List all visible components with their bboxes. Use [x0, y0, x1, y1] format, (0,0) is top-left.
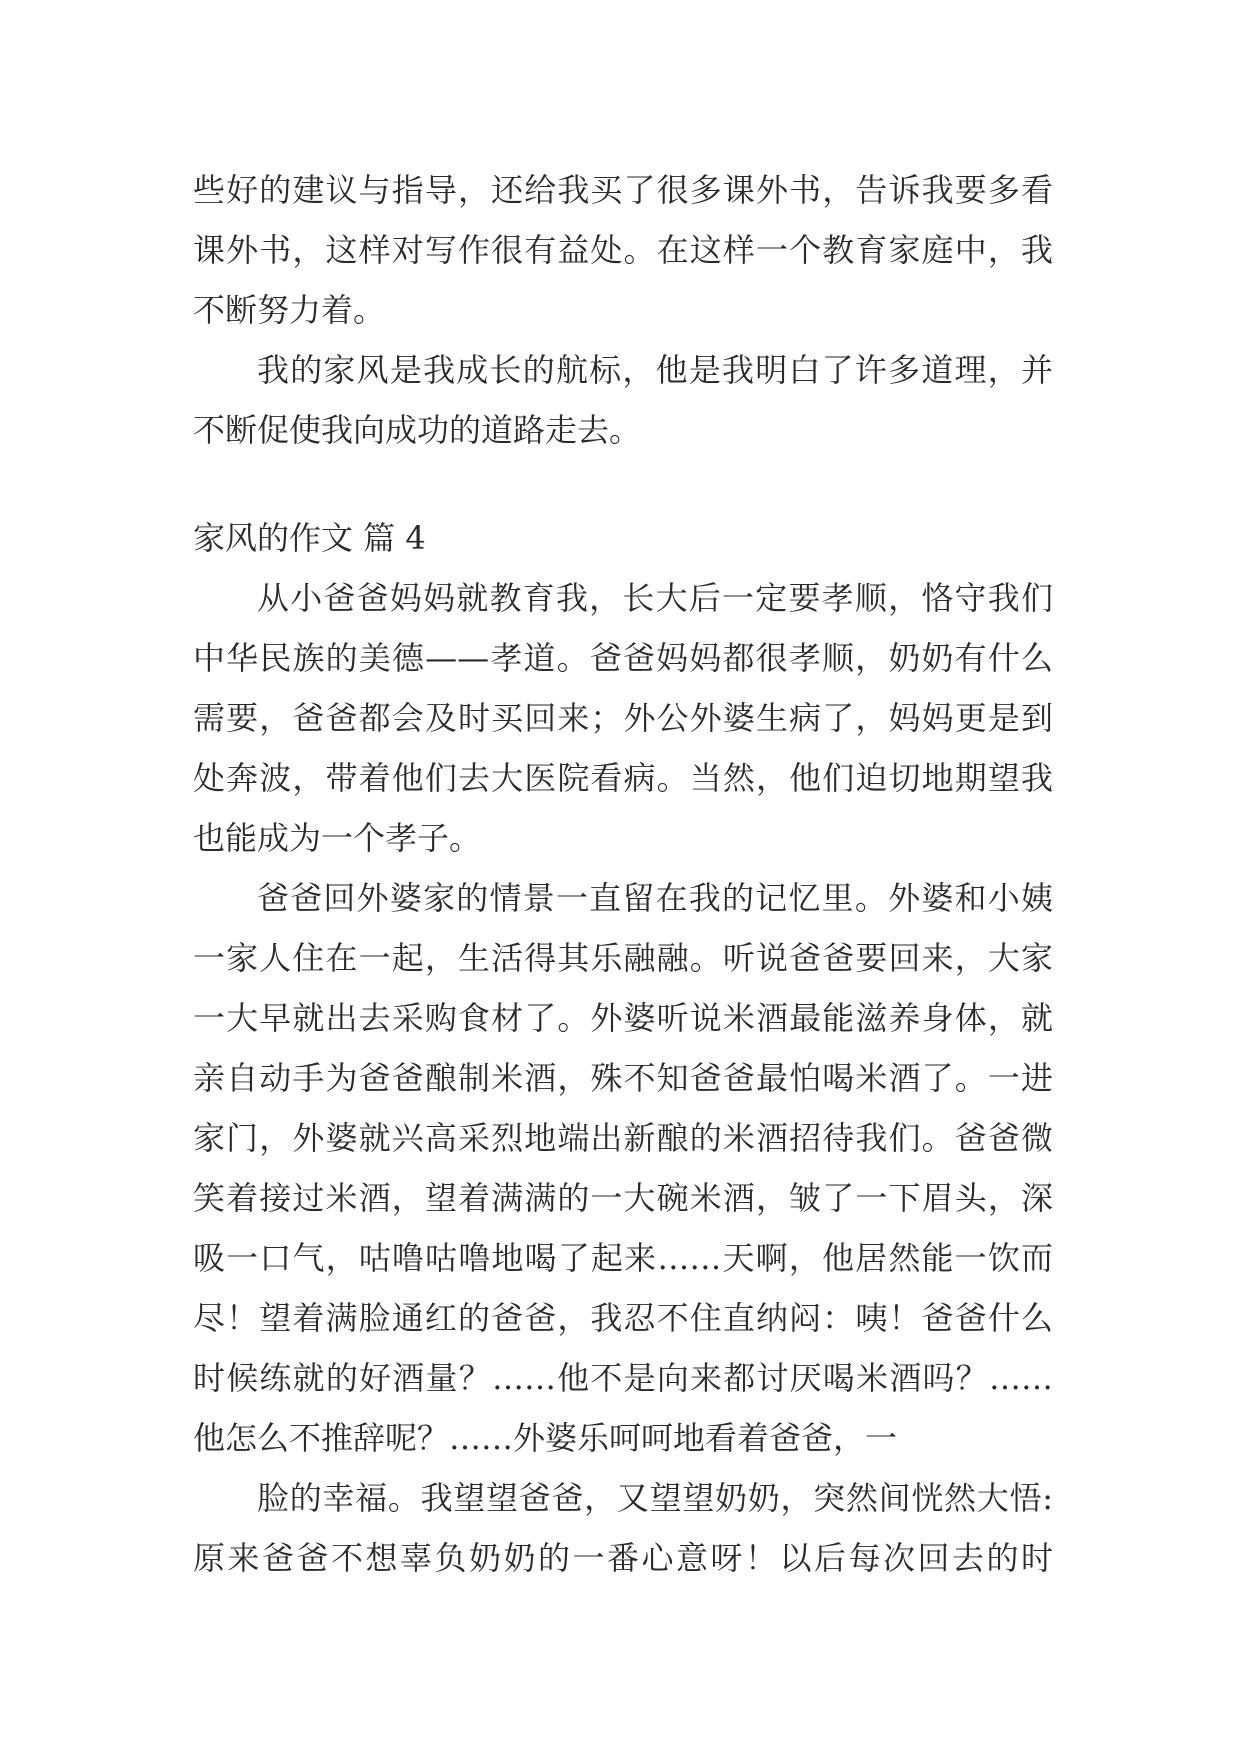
text-line: 一大早就出去采购食材了。外婆听说米酒最能滋养身体，就	[193, 999, 1053, 1037]
paragraph	[193, 1468, 1053, 1588]
section-spacer	[193, 460, 1053, 508]
text-line: 吸一口气，咕噜咕噜地喝了起来……天啊，他居然能一饮而	[193, 1239, 1053, 1277]
text-line: 我的家风是我成长的航标，他是我明白了许多道理，并	[257, 351, 1053, 389]
text-line: 不断努力着。	[193, 291, 386, 329]
text-line: 亲自动手为爸爸酿制米酒，殊不知爸爸最怕喝米酒了。一进	[193, 1059, 1053, 1097]
text-line: 原来爸爸不想辜负奶奶的一番心意呀！以后每次回去的时	[193, 1539, 1053, 1577]
text-line: 从小爸爸妈妈就教育我，长大后一定要孝顺，恪守我们	[257, 579, 1053, 617]
text-line: 不断促使我向成功的道路走去。	[193, 411, 642, 449]
text-line: 笑着接过米酒，望着满满的一大碗米酒，皱了一下眉头，深	[193, 1179, 1053, 1217]
text-line: 时候练就的好酒量？……他不是向来都讨厌喝米酒吗？……	[193, 1359, 1053, 1397]
text-line: 课外书，这样对写作很有益处。在这样一个教育家庭中，我	[193, 231, 1053, 269]
text-line: 爸爸回外婆家的情景一直留在我的记忆里。外婆和小姨	[257, 879, 1053, 917]
paragraph	[193, 568, 1053, 868]
text-line: 家门，外婆就兴高采烈地端出新酿的米酒招待我们。爸爸微	[193, 1119, 1053, 1157]
text-line: 处奔波，带着他们去大医院看病。当然，他们迫切地期望我	[193, 759, 1053, 797]
text-line: 尽！望着满脸通红的爸爸，我忍不住直纳闷：咦！爸爸什么	[193, 1299, 1053, 1337]
document-body	[193, 160, 1053, 1588]
text-line: 一家人住在一起，生活得其乐融融。听说爸爸要回来，大家	[193, 939, 1053, 977]
section-heading: 家风的作文 篇 4	[193, 519, 426, 557]
text-line: 他怎么不推辞呢？……外婆乐呵呵地看着爸爸，一	[193, 1419, 898, 1457]
paragraph	[193, 160, 1053, 340]
text-line: 脸的幸福。我望望爸爸，又望望奶奶，突然间恍然大悟:	[257, 1479, 1053, 1517]
text-line: 也能成为一个孝子。	[193, 819, 482, 857]
paragraph	[193, 868, 1053, 1468]
text-line: 些好的建议与指导，还给我买了很多课外书，告诉我要多看	[193, 171, 1053, 209]
text-line: 需要，爸爸都会及时买回来；外公外婆生病了，妈妈更是到	[193, 699, 1053, 737]
paragraph	[193, 340, 1053, 460]
text-line: 中华民族的美德——孝道。爸爸妈妈都很孝顺，奶奶有什么	[193, 639, 1053, 677]
